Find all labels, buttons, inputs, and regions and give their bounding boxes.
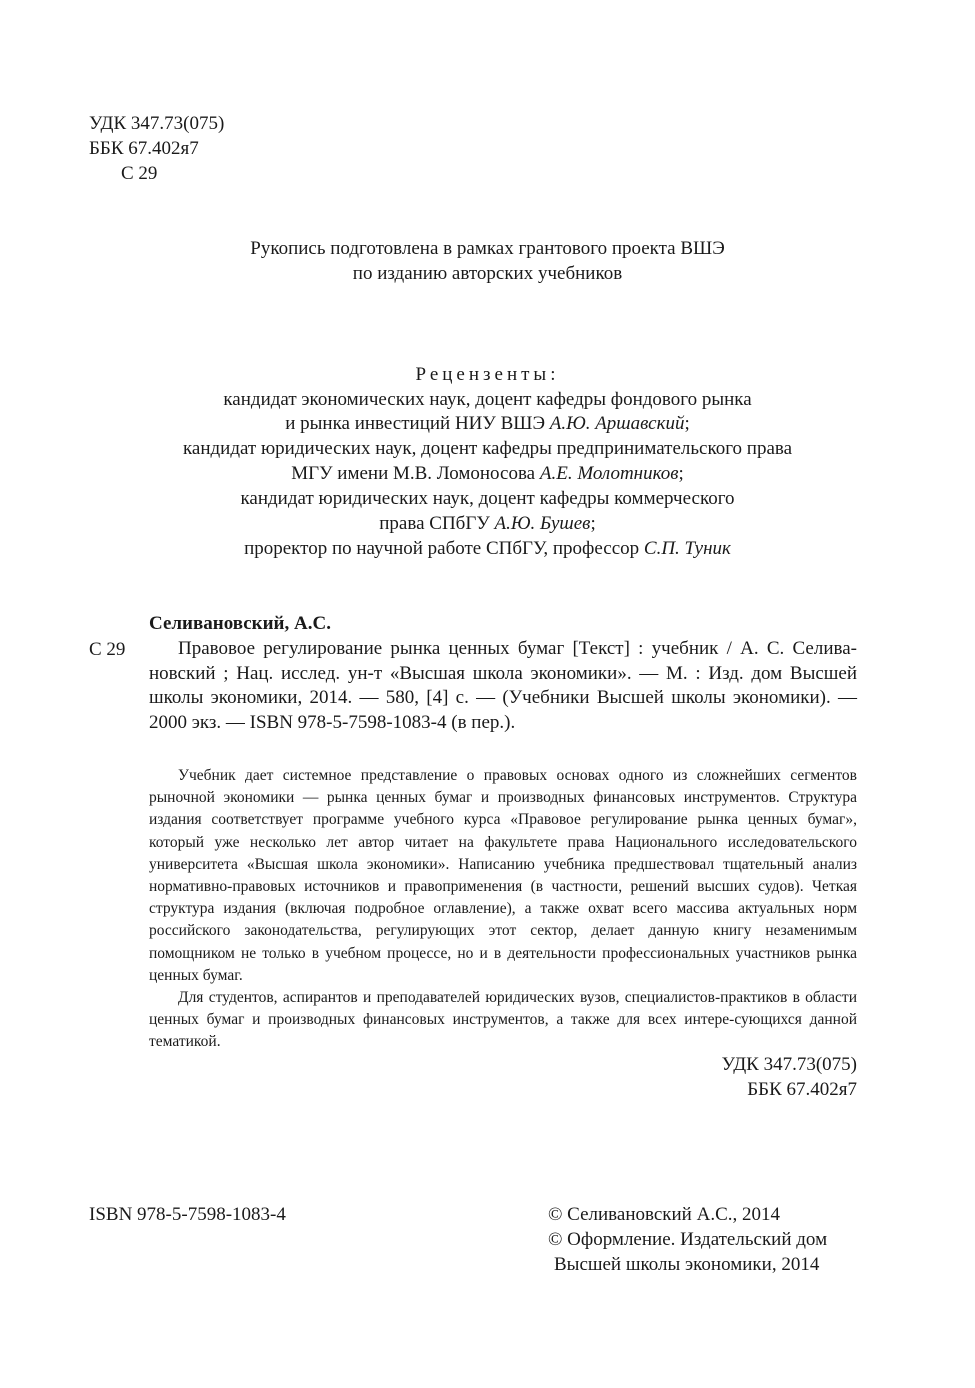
bib-description	[149, 637, 857, 735]
reviewer-line: права СПбГУ А.Ю. Бушев;	[379, 513, 596, 534]
bbk-code-top: ББК 67.402я7	[89, 138, 199, 159]
bbk-code-bottom: ББК 67.402я7	[747, 1079, 857, 1100]
reviewer-line: и рынка инвестиций НИУ ВШЭ А.Ю. Аршавский;	[285, 413, 690, 434]
reviewers-heading: Рецензенты:	[415, 364, 560, 385]
bib-line: новский ; Нац. исслед. ун-т «Высшая школа экономики». — М. : Изд. дом Высшей	[149, 662, 857, 684]
reviewer-name: С.П. Туник	[643, 538, 731, 559]
reviewer-line: кандидат юридических наук, доцент кафедры предпринимательского права	[182, 438, 793, 459]
annotation	[149, 765, 857, 1054]
copyright-design-line-1: © Оформление. Издательский дом	[548, 1229, 828, 1250]
author-code-top: С 29	[121, 163, 158, 184]
grant-note-line-2: по изданию авторских учебников	[352, 263, 623, 284]
reviewer-line: МГУ имени М.В. Ломоносова А.Е. Молотников;	[291, 463, 684, 484]
udk-code-bottom: УДК 347.73(075)	[721, 1054, 857, 1075]
reviewer-line: кандидат экономических наук, доцент кафедры фондового рынка	[223, 389, 752, 410]
bib-author-code: С 29	[89, 639, 126, 660]
grant-note-line-1: Рукопись подготовлена в рамках грантового проекта ВШЭ	[250, 238, 725, 259]
reviewer-line: кандидат юридических наук, доцент кафедры коммерческого	[240, 488, 735, 509]
copyright-author: © Селивановский А.С., 2014	[548, 1204, 780, 1225]
annotation-paragraph: Для студентов, аспирантов и преподавателей юридических вузов, специалистов-практиков в области ценных бумаг и производных финансовых инструментов, а также для всех интере-сующихся данной тематикой.	[149, 989, 857, 1051]
copyright-design-line-2: Высшей школы экономики, 2014	[554, 1254, 820, 1275]
annotation-paragraph: Учебник дает системное представление о правовых основах одного из сложнейших сегментов рыночной экономики — рынка ценных бумаг и производных финансовых инструментов. Структура издания соответствует программе учебного курса «Правовое регулирование рынка ценных бумаг», который уже несколько лет автор читает на факультете права Национального исследовательского университета «Высшая школа экономики». Написанию учебника предшествовал тщательный анализ нормативно-правовых источников и правоприменения (в частности, решений высших судов). Четкая структура издания (включая подробное оглавление), а также охват всего массива актуальных норм российского законодательства, регулирующих этот сектор, делает данную книгу незаменимым помощником не только в учебном процессе, но и в деятельности профессиональных участников рынка ценных бумаг.	[149, 767, 857, 984]
reviewer-name: А.Ю. Аршавский	[549, 413, 685, 434]
reviewer-name: А.Ю. Бушев	[494, 513, 591, 534]
bib-author: Селивановский, А.С.	[149, 613, 331, 634]
udk-code-top: УДК 347.73(075)	[89, 113, 225, 134]
bib-line: Правовое регулирование рынка ценных бумаг [Текст] : учебник / А. С. Селива-	[178, 638, 857, 659]
bib-line: школы экономики, 2014. — 580, [4] с. — (Учебники Высшей школы экономики). —	[149, 687, 857, 708]
reviewer-line: проректор по научной работе СПбГУ, профессор С.П. Туник	[244, 538, 731, 559]
reviewer-name: А.Е. Молотников	[539, 463, 679, 484]
isbn: ISBN 978-5-7598-1083-4	[89, 1204, 286, 1225]
bib-line: 2000 экз. — ISBN 978-5-7598-1083-4 (в пер.).	[149, 711, 516, 733]
